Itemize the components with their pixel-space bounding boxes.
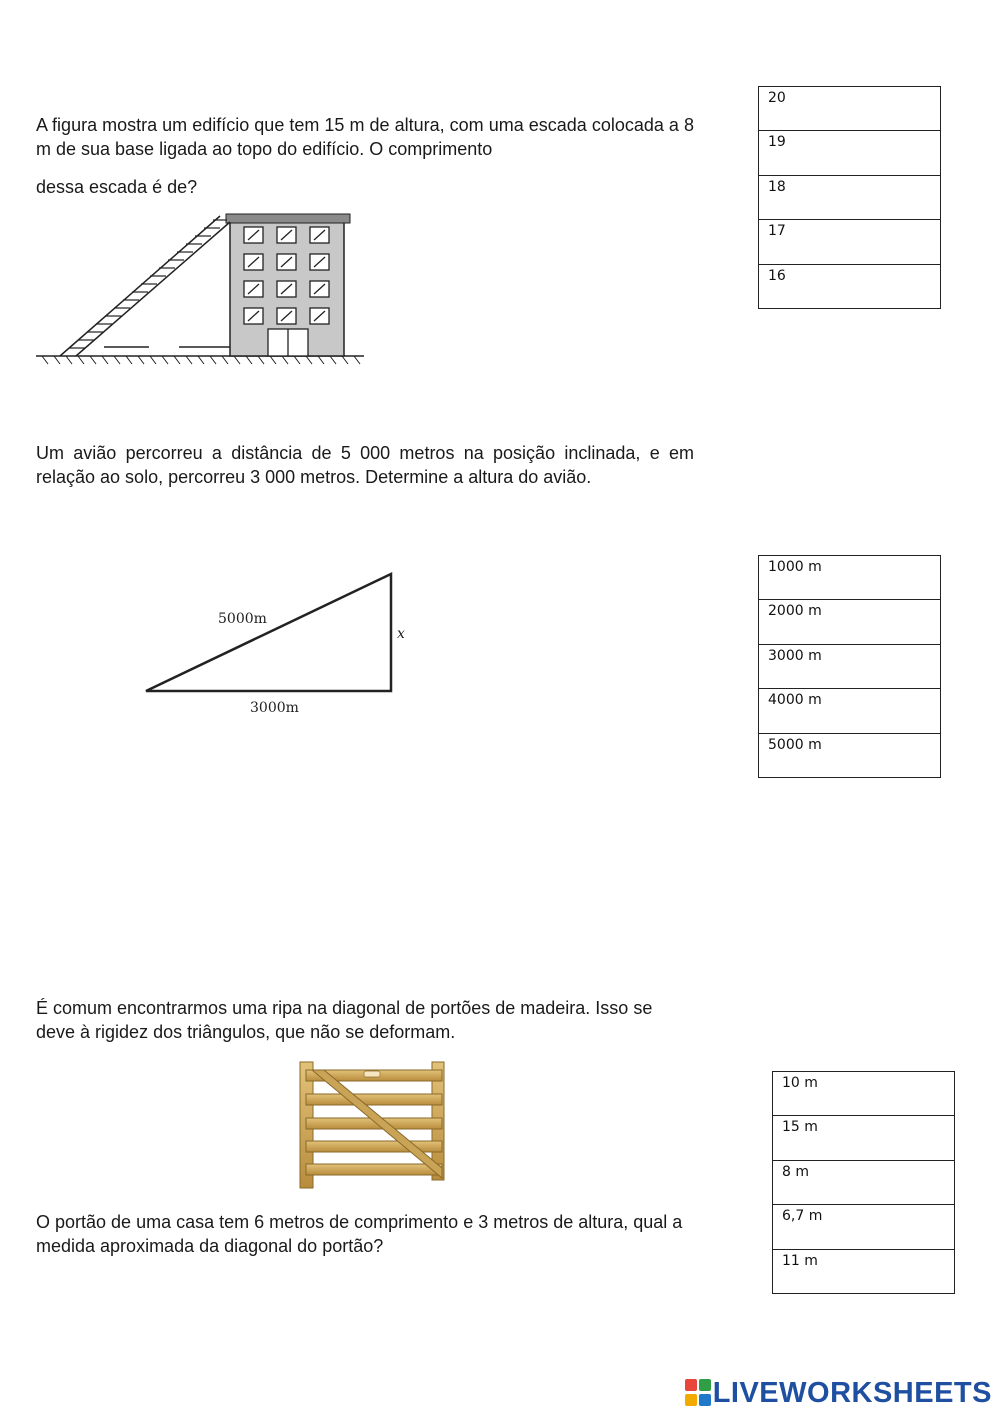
question-3-answer-options (772, 1071, 955, 1294)
question-1-text: A figura mostra um edifício que tem 15 m de altura, com uma escada colocada a 8 m de sua base ligada ao topo do edifício. O comprimento (36, 115, 694, 159)
answer-option[interactable]: 4000 m (759, 689, 941, 733)
answer-option[interactable]: 3000 m (759, 645, 941, 689)
base-label: 3000m (250, 700, 299, 716)
question-2-text: Um avião percorreu a distância de 5 000 metros na posição inclinada, e em relação ao solo, percorreu 3 000 metros. Determine a altura do avião. (36, 443, 694, 487)
brand-name: LIVEWORKSHEETS (712, 1376, 992, 1409)
building-ladder-figure (34, 208, 368, 368)
answer-option[interactable]: 18 (759, 176, 941, 220)
answer-option[interactable]: 10 m (773, 1072, 955, 1116)
answer-option[interactable]: 16 (759, 265, 941, 309)
wooden-gate-figure (296, 1058, 450, 1192)
answer-option[interactable]: 1000 m (759, 556, 941, 600)
hypotenuse-label: 5000m (218, 611, 267, 627)
answer-option[interactable]: 15 m (773, 1116, 955, 1160)
question-3-intro-text: É comum encontrarmos uma ripa na diagonal de portões de madeira. Isso se deve à rigidez dos triângulos, que não se deformam. (36, 998, 653, 1042)
question-1-text-continued: dessa escada é de? (36, 177, 198, 197)
answer-option[interactable]: 5000 m (759, 734, 941, 778)
answer-option[interactable]: 19 (759, 131, 941, 175)
answer-option[interactable]: 20 (759, 87, 941, 131)
answer-option[interactable]: 11 m (773, 1250, 955, 1294)
answer-option[interactable]: 8 m (773, 1161, 955, 1205)
liveworksheets-logo (685, 1376, 992, 1410)
question-2-answer-options (758, 555, 941, 778)
question-1-answer-options (758, 86, 941, 309)
question-3-text: O portão de uma casa tem 6 metros de comprimento e 3 metros de altura, qual a medida aproximada da diagonal do portão? (36, 1212, 683, 1256)
answer-option[interactable]: 2000 m (759, 600, 941, 644)
answer-option[interactable]: 6,7 m (773, 1205, 955, 1249)
answer-option[interactable]: 17 (759, 220, 941, 264)
height-label: x (397, 626, 405, 642)
right-triangle-figure (140, 566, 420, 722)
liveworksheets-logo-icon (685, 1379, 711, 1407)
